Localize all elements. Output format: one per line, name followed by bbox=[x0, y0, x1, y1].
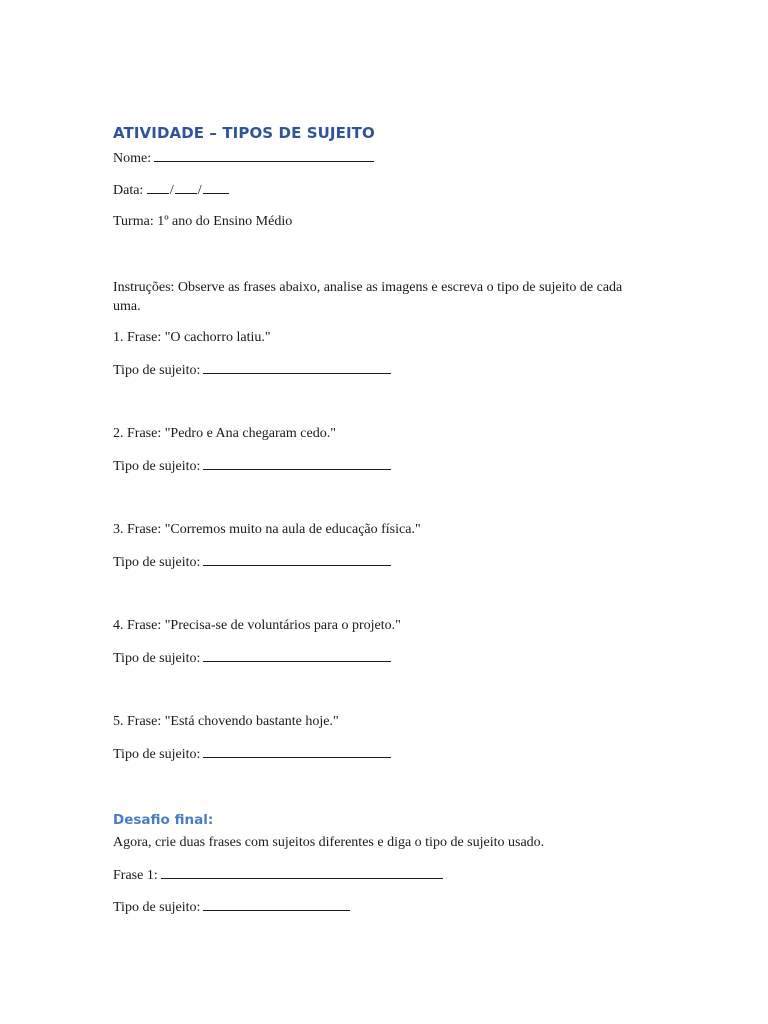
date-day-blank[interactable] bbox=[147, 181, 169, 194]
item-prefix: Frase: bbox=[127, 618, 162, 633]
answer-blank-5[interactable] bbox=[203, 745, 391, 758]
challenge-heading: Desafio final: bbox=[113, 812, 214, 828]
item-sentence: "Corremos muito na aula de educação física." bbox=[164, 522, 421, 537]
page-title: ATIVIDADE – TIPOS DE SUJEITO bbox=[113, 124, 375, 142]
answer-label: Tipo de sujeito: bbox=[113, 747, 201, 762]
item-prefix: Frase: bbox=[127, 330, 162, 345]
item-prefix: Frase: bbox=[127, 714, 162, 729]
challenge-answer-blank[interactable] bbox=[203, 898, 350, 911]
challenge-frase1-row bbox=[113, 866, 443, 885]
answer-blank-3[interactable] bbox=[203, 553, 391, 566]
item-number: 2. bbox=[113, 426, 124, 441]
sentence-item-2 bbox=[113, 425, 336, 443]
answer-label: Tipo de sujeito: bbox=[113, 363, 201, 378]
name-field-row bbox=[113, 149, 374, 168]
name-blank[interactable] bbox=[154, 149, 374, 162]
item-prefix: Frase: bbox=[127, 426, 162, 441]
sentence-item-5 bbox=[113, 713, 339, 731]
date-month-blank[interactable] bbox=[175, 181, 197, 194]
class-value: 1º ano do Ensino Médio bbox=[157, 214, 293, 229]
answer-row-4 bbox=[113, 649, 391, 668]
answer-blank-4[interactable] bbox=[203, 649, 391, 662]
answer-blank-2[interactable] bbox=[203, 457, 391, 470]
date-year-blank[interactable] bbox=[203, 181, 229, 194]
answer-label: Tipo de sujeito: bbox=[113, 459, 201, 474]
challenge-answer-row bbox=[113, 898, 350, 917]
sentence-item-3 bbox=[113, 521, 421, 539]
answer-row-2 bbox=[113, 457, 391, 476]
item-number: 4. bbox=[113, 618, 124, 633]
item-sentence: "Precisa-se de voluntários para o projeto." bbox=[164, 618, 401, 633]
answer-row-5 bbox=[113, 745, 391, 764]
class-label: Turma: bbox=[113, 214, 154, 229]
sentence-item-1 bbox=[113, 329, 271, 347]
item-sentence: "O cachorro latiu." bbox=[164, 330, 271, 345]
item-number: 5. bbox=[113, 714, 124, 729]
challenge-text: Agora, crie duas frases com sujeitos diferentes e diga o tipo de sujeito usado. bbox=[113, 835, 545, 850]
item-number: 3. bbox=[113, 522, 124, 537]
date-label: Data: bbox=[113, 183, 144, 198]
date-separator: / bbox=[169, 183, 174, 198]
answer-row-3 bbox=[113, 553, 391, 572]
item-sentence: "Está chovendo bastante hoje." bbox=[164, 714, 339, 729]
frase1-blank[interactable] bbox=[161, 866, 443, 879]
answer-row-1 bbox=[113, 361, 391, 380]
date-field-row bbox=[113, 181, 229, 200]
instructions-text: Instruções: Observe as frases abaixo, analise as imagens e escreva o tipo de sujeito de cada uma. bbox=[113, 280, 623, 314]
sentence-item-4 bbox=[113, 617, 401, 635]
frase1-label: Frase 1: bbox=[113, 868, 158, 883]
item-prefix: Frase: bbox=[127, 522, 162, 537]
answer-label: Tipo de sujeito: bbox=[113, 900, 201, 915]
class-field-row bbox=[113, 213, 292, 231]
answer-label: Tipo de sujeito: bbox=[113, 555, 201, 570]
date-separator: / bbox=[197, 183, 202, 198]
answer-label: Tipo de sujeito: bbox=[113, 651, 201, 666]
name-label: Nome: bbox=[113, 151, 152, 166]
item-number: 1. bbox=[113, 330, 124, 345]
item-sentence: "Pedro e Ana chegaram cedo." bbox=[164, 426, 336, 441]
answer-blank-1[interactable] bbox=[203, 361, 391, 374]
